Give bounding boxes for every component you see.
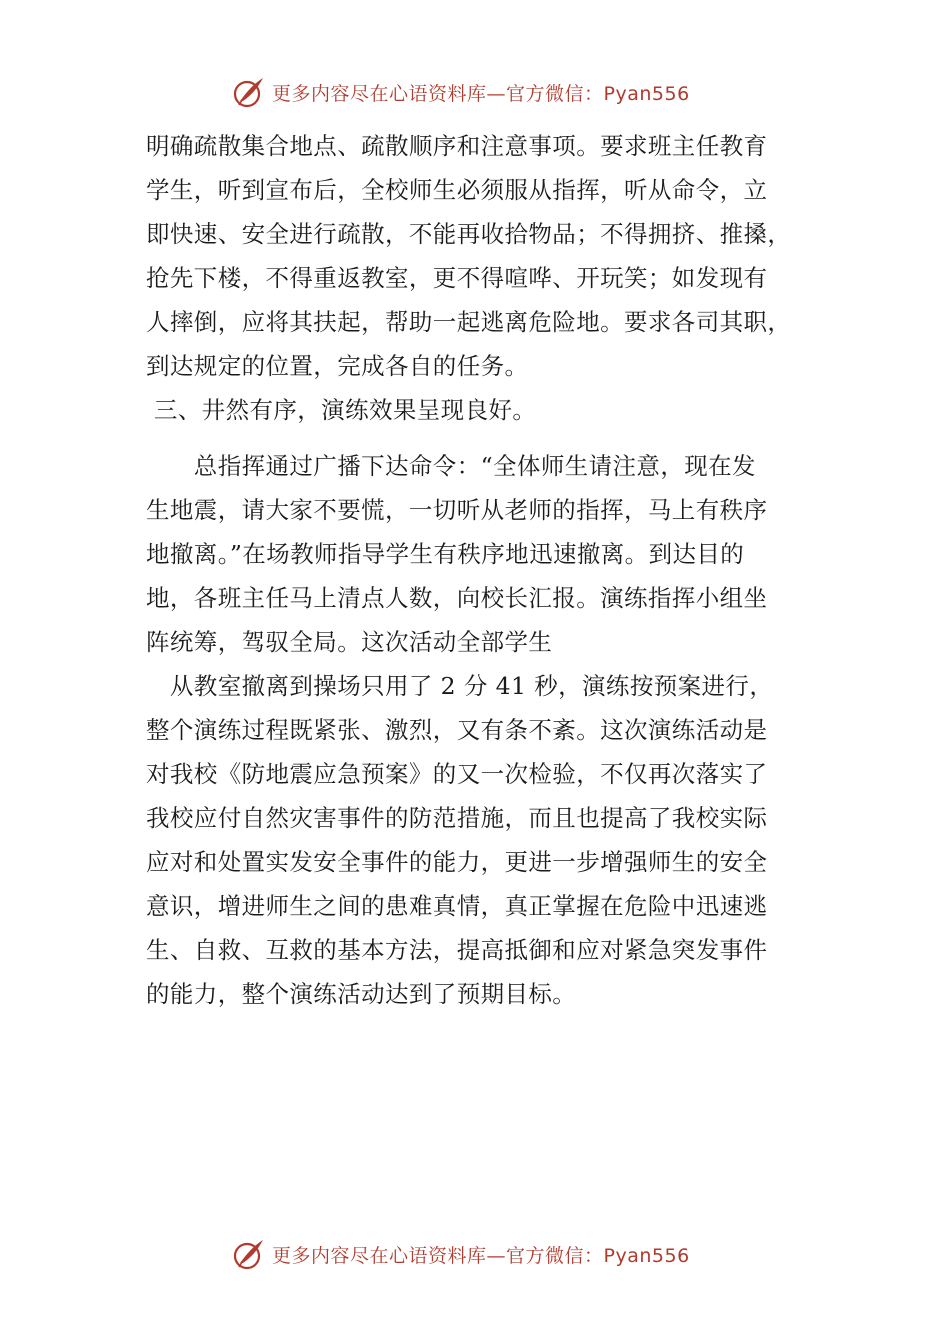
text-line: 人摔倒，应将其扶起，帮助一起逃离危险地。要求各司其职， (146, 308, 792, 336)
text-line: 抢先下楼，不得重返教室，更不得喧哗、开玩笑；如发现有 (146, 264, 768, 292)
quill-logo-icon (232, 1237, 266, 1271)
text-line: 意识，增进师生之间的患难真情，真正掌握在危险中迅速逃 (146, 892, 768, 920)
text-line: 的能力，整个演练活动达到了预期目标。 (146, 980, 577, 1008)
paragraph-gap (146, 432, 814, 444)
text-line: 阵统筹，驾驭全局。这次活动全部学生 (146, 628, 553, 656)
text-line: 对我校《防地震应急预案》的又一次检验，不仅再次落实了 (146, 760, 768, 788)
section-heading: 三、井然有序，演练效果呈现良好。 (146, 396, 537, 424)
text-line: 即快速、安全进行疏散，不能再收拾物品；不得拥挤、推搡， (146, 220, 792, 248)
text-line: 从教室撤离到操场只用了 2 分 41 秒，演练按预案进行， (146, 672, 774, 700)
text-line: 明确疏散集合地点、疏散顺序和注意事项。要求班主任教育 (146, 132, 768, 160)
text-line: 到达规定的位置，完成各自的任务。 (146, 352, 529, 380)
text-line: 生、自救、互救的基本方法，提高抵御和应对紧急突发事件 (146, 936, 768, 964)
footer-banner-text: 更多内容尽在心语资料库—官方微信：Pyan556 (272, 1244, 690, 1267)
document-body (146, 124, 814, 1016)
text-line: 地，各班主任马上清点人数，向校长汇报。演练指挥小组坐 (146, 584, 768, 612)
text-line: 总指挥通过广播下达命令：“全体师生请注意，现在发 (146, 452, 756, 480)
header-banner-text: 更多内容尽在心语资料库—官方微信：Pyan556 (272, 82, 690, 105)
text-line: 生地震，请大家不要慌，一切听从老师的指挥，马上有秩序 (146, 496, 768, 524)
footer-banner (232, 1236, 752, 1272)
text-line: 整个演练过程既紧张、激烈，又有条不紊。这次演练活动是 (146, 716, 768, 744)
text-line: 地撤离。”在场教师指导学生有秩序地迅速撤离。到达目的 (146, 540, 745, 568)
text-line: 我校应付自然灾害事件的防范措施，而且也提高了我校实际 (146, 804, 768, 832)
text-line: 学生，听到宣布后，全校师生必须服从指挥，听从命令，立 (146, 176, 768, 204)
header-banner (232, 74, 752, 110)
quill-logo-icon (232, 75, 266, 109)
text-line: 应对和处置实发安全事件的能力，更进一步增强师生的安全 (146, 848, 768, 876)
